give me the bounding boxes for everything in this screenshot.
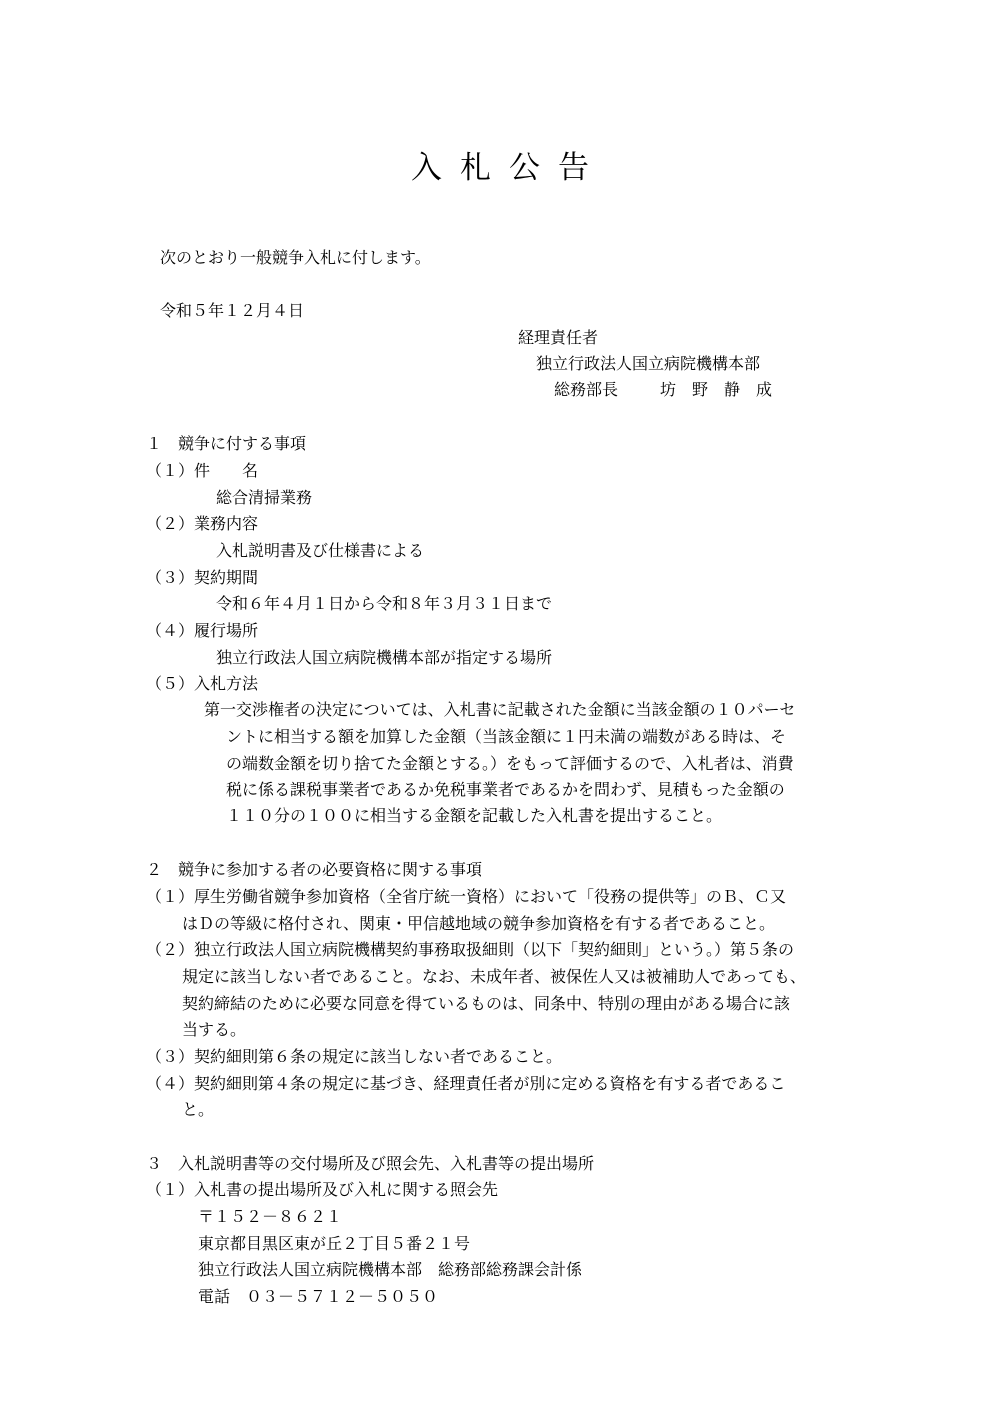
item-label-period: （３）契約期間 xyxy=(146,568,259,587)
item-content-content: 入札説明書及び仕様書による xyxy=(216,541,425,560)
document-title: 入札公告 xyxy=(411,150,607,186)
contact-office: 独立行政法人国立病院機構本部 総務部総務課会計係 xyxy=(198,1260,583,1279)
issuer-role: 経理責任者 xyxy=(518,328,599,347)
item-label-name: （１）件 名 xyxy=(146,461,259,480)
contact-phone: 電話 ０３－５７１２－５０５０ xyxy=(198,1287,439,1306)
intro-text: 次のとおり一般競争入札に付します。 xyxy=(160,248,431,267)
method-line-5: １１０分の１００に相当する金額を記載した入札書を提出すること。 xyxy=(226,806,723,825)
item-content-name: 総合清掃業務 xyxy=(216,488,313,507)
qualification-4-line-1: （４）契約細則第４条の規定に基づき、経理責任者が別に定める資格を有する者であるこ xyxy=(146,1074,786,1093)
item-label-method: （５）入札方法 xyxy=(146,674,259,693)
qualification-3-line-1: （３）契約細則第６条の規定に該当しない者であること。 xyxy=(146,1047,563,1066)
item-label-place: （４）履行場所 xyxy=(146,621,259,640)
section3-heading: ３ 入札説明書等の交付場所及び照会先、入札書等の提出場所 xyxy=(146,1154,595,1173)
issuer-organization: 独立行政法人国立病院機構本部 xyxy=(536,354,761,373)
method-line-3: の端数金額を切り捨てた金額とする。）をもって評価するので、入札者は、消費 xyxy=(226,754,794,773)
qualification-1-line-2: はＤの等級に格付され、関東・甲信越地域の競争参加資格を有する者であること。 xyxy=(182,914,775,933)
qualification-1-line-1: （１）厚生労働省競争参加資格（全省庁統一資格）において「役務の提供等」のＢ、Ｃ又 xyxy=(146,887,787,906)
qualification-4-line-2: と。 xyxy=(182,1100,215,1119)
section2-heading: ２ 競争に参加する者の必要資格に関する事項 xyxy=(146,860,483,879)
contact-address: 東京都目黒区東が丘２丁目５番２１号 xyxy=(198,1234,471,1253)
qualification-2-line-3: 契約締結のために必要な同意を得ているものは、同条中、特別の理由がある場合に該 xyxy=(182,994,791,1013)
item-label-content: （２）業務内容 xyxy=(146,514,259,533)
qualification-2-line-1: （２）独立行政法人国立病院機構契約事務取扱細則（以下「契約細則」という。）第５条の xyxy=(146,940,795,959)
method-line-1: 第一交渉権者の決定については、入札書に記載された金額に当該金額の１０パーセ xyxy=(204,700,796,719)
qualification-2-line-4: 当する。 xyxy=(182,1020,247,1039)
method-line-4: 税に係る課税事業者であるか免税事業者であるかを問わず、見積もった金額の xyxy=(226,780,785,799)
qualification-2-line-2: 規定に該当しない者であること。なお、未成年者、被保佐人又は被補助人であっても、 xyxy=(182,967,806,986)
section1-heading: １ 競争に付する事項 xyxy=(146,434,307,453)
contact-label: （１）入札書の提出場所及び入札に関する照会先 xyxy=(146,1180,499,1199)
issuer-name: 坊 野 静 成 xyxy=(660,380,773,399)
contact-postal: 〒１５２－８６２１ xyxy=(198,1207,343,1226)
method-line-2: ントに相当する額を加算した金額（当該金額に１円未満の端数がある時は、そ xyxy=(226,727,787,746)
issue-date: 令和５年１２月４日 xyxy=(160,301,305,320)
item-content-place: 独立行政法人国立病院機構本部が指定する場所 xyxy=(216,648,553,667)
item-content-period: 令和６年４月１日から令和８年３月３１日まで xyxy=(216,594,553,613)
issuer-position: 総務部長 xyxy=(554,380,619,399)
